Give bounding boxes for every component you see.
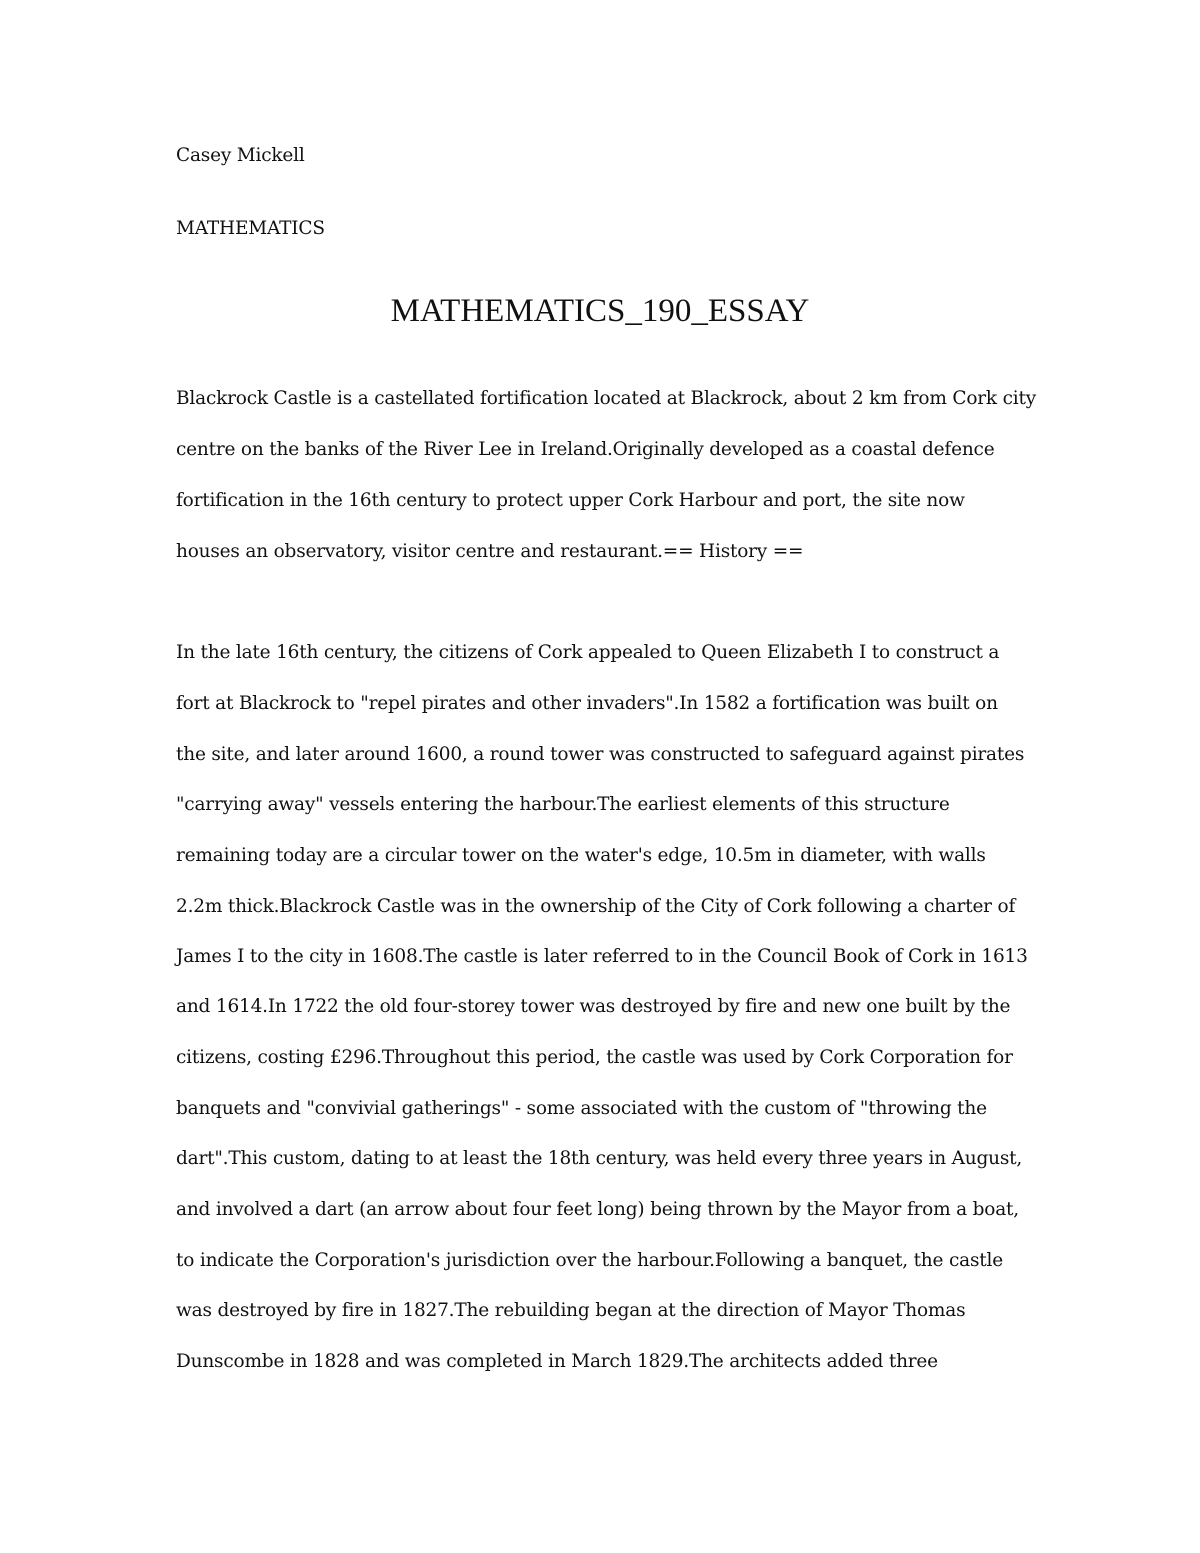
body-line: fort at Blackrock to "repel pirates and other invaders".In 1582 a fortification was built on xyxy=(176,693,998,714)
body-line: Dunscombe in 1828 and was completed in March 1829.The architects added three xyxy=(176,1351,938,1372)
body-line: and 1614.In 1722 the old four-storey tower was destroyed by fire and new one built by the xyxy=(176,996,1011,1017)
course-name: MATHEMATICS xyxy=(176,218,325,239)
body-line: citizens, costing £296.Throughout this period, the castle was used by Cork Corporation for xyxy=(176,1047,1013,1068)
essay-title: MATHEMATICS_190_ESSAY xyxy=(390,293,810,329)
body-line: and involved a dart (an arrow about four feet long) being thrown by the Mayor from a boat, xyxy=(176,1199,1019,1220)
body-line: Blackrock Castle is a castellated fortification located at Blackrock, about 2 km from Cork city xyxy=(176,388,1036,409)
body-line: dart".This custom, dating to at least the 18th century, was held every three years in August, xyxy=(176,1148,1023,1169)
body-line: "carrying away" vessels entering the harbour.The earliest elements of this structure xyxy=(176,794,950,815)
author-name: Casey Mickell xyxy=(176,145,305,166)
body-line: the site, and later around 1600, a round tower was constructed to safeguard against pirates xyxy=(176,744,1025,765)
body-line: fortification in the 16th century to protect upper Cork Harbour and port, the site now xyxy=(176,490,965,511)
body-line: was destroyed by fire in 1827.The rebuilding began at the direction of Mayor Thomas xyxy=(176,1300,966,1321)
body-line: to indicate the Corporation's jurisdiction over the harbour.Following a banquet, the castle xyxy=(176,1250,1003,1271)
body-line: houses an observatory, visitor centre and restaurant.== History == xyxy=(176,541,804,562)
body-line: banquets and "convivial gatherings" - some associated with the custom of "throwing the xyxy=(176,1098,987,1119)
body-line: remaining today are a circular tower on the water's edge, 10.5m in diameter, with walls xyxy=(176,845,986,866)
body-line: James I to the city in 1608.The castle is later referred to in the Council Book of Cork in 1613 xyxy=(176,946,1028,967)
body-line: centre on the banks of the River Lee in Ireland.Originally developed as a coastal defence xyxy=(176,439,995,460)
body-line: In the late 16th century, the citizens of Cork appealed to Queen Elizabeth I to construct a xyxy=(176,642,1000,663)
body-line: 2.2m thick.Blackrock Castle was in the ownership of the City of Cork following a charter of xyxy=(176,896,1016,917)
